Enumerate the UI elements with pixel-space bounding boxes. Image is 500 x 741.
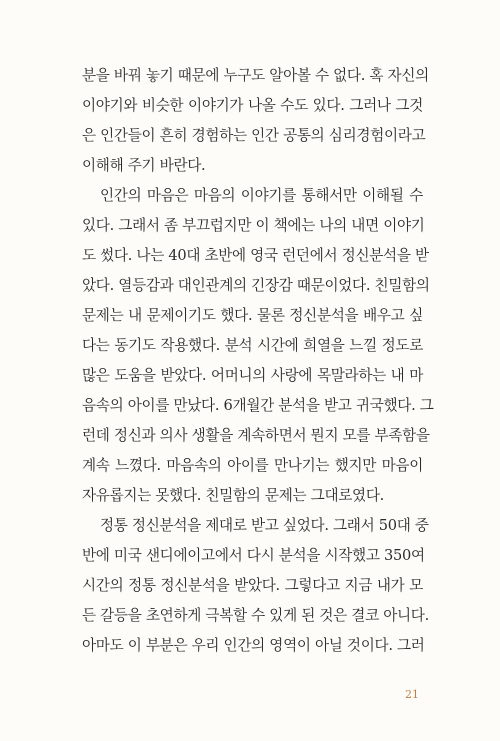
text-line: 다는 동기도 작용했다. 분석 시간에 희열을 느낄 정도로 [82, 337, 423, 354]
text-line: 든 갈등을 초연하게 극복할 수 있게 된 것은 결코 아니다. [82, 607, 429, 624]
text-line: 았다. 열등감과 대인관계의 긴장감 때문이었다. 친밀함의 [82, 277, 430, 294]
text-line: 자유롭지는 못했다. 친밀함의 문제는 그대로였다. [82, 487, 384, 504]
text-line: 은 인간들이 흔히 경험하는 인간 공통의 심리경험이라고 [82, 127, 426, 144]
text-line: 음속의 아이를 만났다. 6개월간 분석을 받고 귀국했다. 그 [82, 397, 434, 414]
text-line: 런데 정신과 의사 생활을 계속하면서 뭔지 모를 부족함을 [82, 427, 430, 444]
text-line: 시간의 정통 정신분석을 받았다. 그렇다고 지금 내가 모 [82, 577, 423, 594]
text-line: 있다. 그래서 좀 부끄럽지만 이 책에는 나의 내면 이야기 [82, 217, 425, 234]
text-line: 많은 도움을 받았다. 어머니의 사랑에 목말라하는 내 마 [82, 367, 423, 384]
text-line: 분을 바꿔 놓기 때문에 누구도 알아볼 수 없다. 혹 자신의 [82, 67, 429, 84]
paragraph-first-line: 정통 정신분석을 제대로 받고 싶었다. 그래서 50대 중 [100, 517, 429, 534]
text-line: 반에 미국 샌디에이고에서 다시 분석을 시작했고 350여 [82, 547, 425, 564]
text-line: 이야기와 비슷한 이야기가 나올 수도 있다. 그러나 그것 [82, 97, 423, 114]
text-line: 도 썼다. 나는 40대 초반에 영국 런던에서 정신분석을 받 [82, 247, 429, 264]
text-line: 문제는 내 문제이기도 했다. 물론 정신분석을 배우고 싶 [82, 307, 423, 324]
page-number: 21 [405, 688, 419, 701]
text-line: 아마도 이 부분은 우리 인간의 영역이 아닐 것이다. 그러 [82, 637, 425, 654]
text-line: 계속 느꼈다. 마음속의 아이를 만나기는 했지만 마음이 [82, 457, 423, 474]
text-line: 이해해 주기 바란다. [82, 157, 206, 174]
paragraph-first-line: 인간의 마음은 마음의 이야기를 통해서만 이해될 수 [100, 187, 423, 204]
